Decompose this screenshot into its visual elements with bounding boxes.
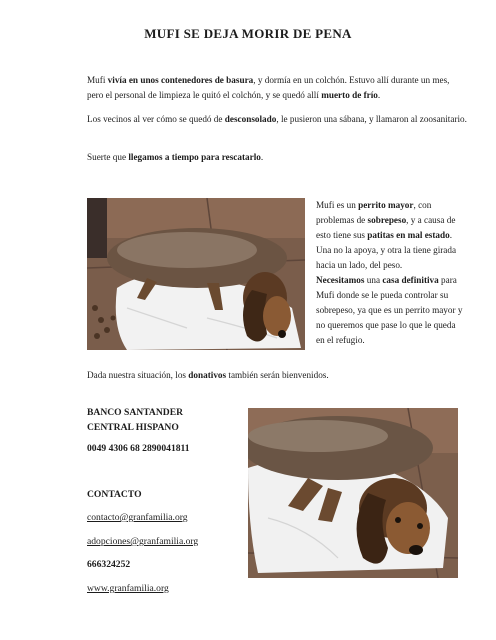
paragraph-story: Mufi vivía en unos contenedores de basura, y dormía en un colchón. Estuvo allí durante un mes, pero el personal de limpieza le quitó el colchón, y se quedó allí muerto de frío. (87, 75, 450, 100)
adoptions-email-link[interactable]: adopciones@granfamilia.org (87, 536, 199, 547)
paragraph-donations: Dada nuestra situación, los donativos también serán bienvenidos. (87, 370, 329, 380)
contact-phone: 666324252 (87, 559, 131, 570)
paragraph-need-home: Necesitamos una casa definitiva para Mufi donde se le pueda controlar su sobrepeso, ya que es un perrito mayor y no queremos que pase lo que le queda en el refugio. (316, 275, 463, 345)
contact-email-link[interactable]: contacto@granfamilia.org (87, 512, 188, 523)
website-link[interactable]: www.granfamilia.org (87, 583, 169, 594)
bank-account-number: 0049 4306 68 2890041811 (87, 443, 190, 454)
contact-heading: CONTACTO (87, 489, 142, 500)
dog-photo-closeup (248, 408, 458, 578)
dog-photo-lying (87, 198, 305, 350)
paragraph-rescue: Suerte que llegamos a tiempo para rescatarlo. (87, 152, 264, 162)
paragraph-neighbors: Los vecinos al ver cómo se quedó de desconsolado, le pusieron una sábana, y llamaron al zoosanitario. (87, 114, 467, 124)
bank-name: BANCO SANTANDER CENTRAL HISPANO (87, 407, 184, 433)
page-title: MUFI SE DEJA MORIR DE PENA (144, 26, 352, 41)
paragraph-description: Mufi es un perrito mayor, con problemas de sobrepeso, y a causa de esto tiene sus patitas en mal estado. Una no la apoya, y otra la tiene girada hacia un lado, del peso. (316, 200, 457, 270)
